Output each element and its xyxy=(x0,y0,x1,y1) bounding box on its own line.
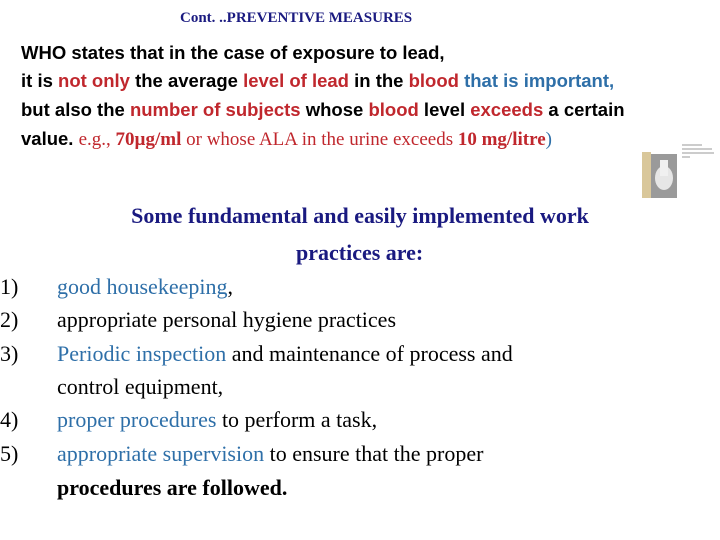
intro-line-4: value. e.g., 70µg/ml or whose ALA in the urine exceeds 10 mg/litre) xyxy=(21,128,552,150)
practices-heading-line-1: Some fundamental and easily implemented work xyxy=(131,203,589,228)
intro-line-1: WHO states that in the case of exposure to lead, xyxy=(21,42,445,63)
list-item-3: Periodic inspection and maintenance of process and xyxy=(57,341,513,366)
list-item-2: appropriate personal hygiene practices xyxy=(57,307,397,332)
list-item-number: 4) xyxy=(0,407,19,432)
list-item-number: 1) xyxy=(0,274,19,299)
intro-line-3: but also the number of subjects whose blood level exceeds a certain xyxy=(21,99,625,120)
list-item-5: appropriate supervision to ensure that the proper xyxy=(57,441,484,466)
list-item-4: proper procedures to perform a task, xyxy=(57,407,378,432)
slide-title: Cont. ..PREVENTIVE MEASURES xyxy=(180,10,413,26)
list-item-3-continuation: control equipment, xyxy=(57,374,224,399)
list-item-number: 2) xyxy=(0,307,19,332)
list-item-number: 5) xyxy=(0,441,19,466)
intro-line-2: it is not only the average level of lead in the blood that is important, xyxy=(21,70,615,91)
list-item-5-continuation: procedures are followed. xyxy=(57,475,288,500)
list-item-number: 3) xyxy=(0,341,19,366)
practices-heading-line-2: practices are: xyxy=(296,240,424,265)
list-item-1: good housekeeping, xyxy=(57,274,233,299)
xray-thumbnail-image xyxy=(642,140,720,198)
